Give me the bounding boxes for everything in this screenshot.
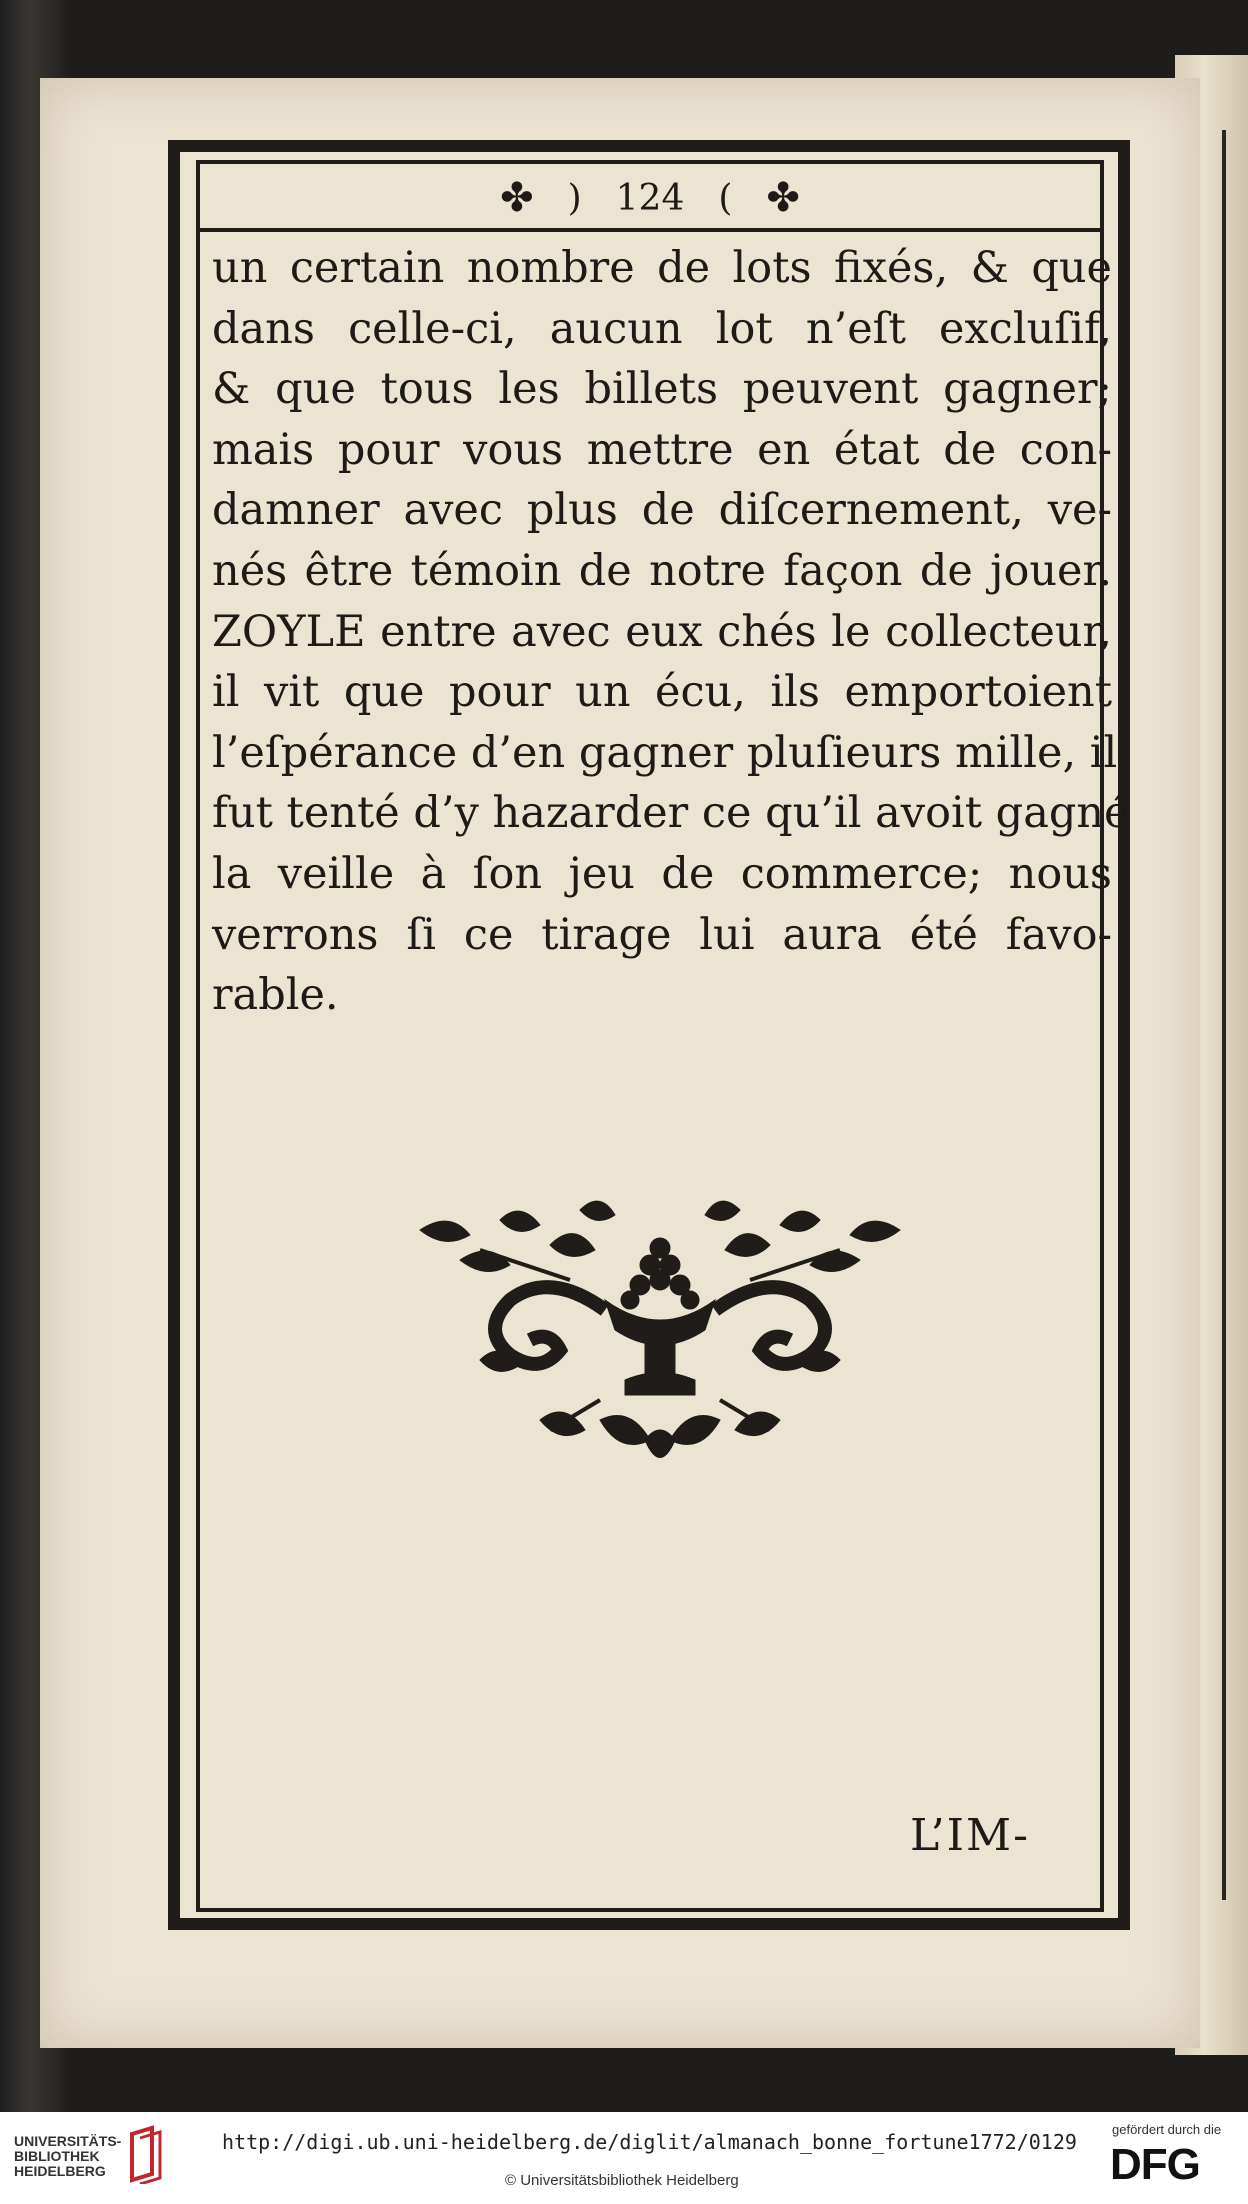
dfg-logo[interactable]: DFG (1110, 2140, 1200, 2189)
text-line: rable. (212, 970, 339, 1021)
text-line: ZOYLE entre avec eux chés le collecteur, (212, 606, 1112, 657)
page-number: 124 (615, 177, 685, 219)
running-header (200, 168, 1100, 228)
funded-by-label: gefördert durch die (1112, 2122, 1222, 2137)
text-line: nés être témoin de notre façon de jouer. (212, 545, 1112, 596)
catchword: L’IM- (910, 1810, 1030, 1861)
library-name: UNIVERSITÄTS- BIBLIOTHEK HEIDELBERG (14, 2133, 122, 2179)
right-ornament-icon: ✤ (766, 175, 800, 221)
right-paren: ( (718, 177, 733, 219)
facing-page-border (1222, 130, 1236, 1900)
text-line: verrons ſi ce tirage lui aura été favo- (212, 909, 1112, 960)
left-paren: ) (567, 177, 582, 219)
text-line: fut tenté d’y hazarder ce qu’il avoit gagné (212, 788, 1130, 839)
page-url-link[interactable]: http://digi.ub.uni-heidelberg.de/diglit/almanach_bonne_fortune1772/0129 (222, 2130, 1077, 2154)
fruit-basket-vignette-icon (400, 1190, 920, 1490)
library-logo-icon (126, 2124, 166, 2184)
text-line: dans celle-ci, aucun lot n’eſt excluſif, (212, 303, 1112, 354)
text-line: il vit que pour un écu, ils emportoient (212, 667, 1112, 718)
text-line: & que tous les billets peuvent gagner; (212, 364, 1112, 415)
text-line: l’eſpérance d’en gagner pluſieurs mille, il (212, 727, 1118, 778)
viewer-footer (0, 2112, 1248, 2204)
text-line: mais pour vous mettre en état de con- (212, 424, 1112, 475)
left-ornament-icon: ✤ (500, 175, 534, 221)
header-rule (200, 228, 1100, 232)
copyright-notice: © Universitätsbibliothek Heidelberg (505, 2172, 739, 2189)
text-line: damner avec plus de diſcernement, ve- (212, 485, 1112, 536)
text-line: la veille à ſon jeu de commerce; nous (212, 848, 1112, 899)
body-text (212, 238, 1130, 1026)
text-line: un certain nombre de lots fixés, & que (212, 243, 1112, 293)
